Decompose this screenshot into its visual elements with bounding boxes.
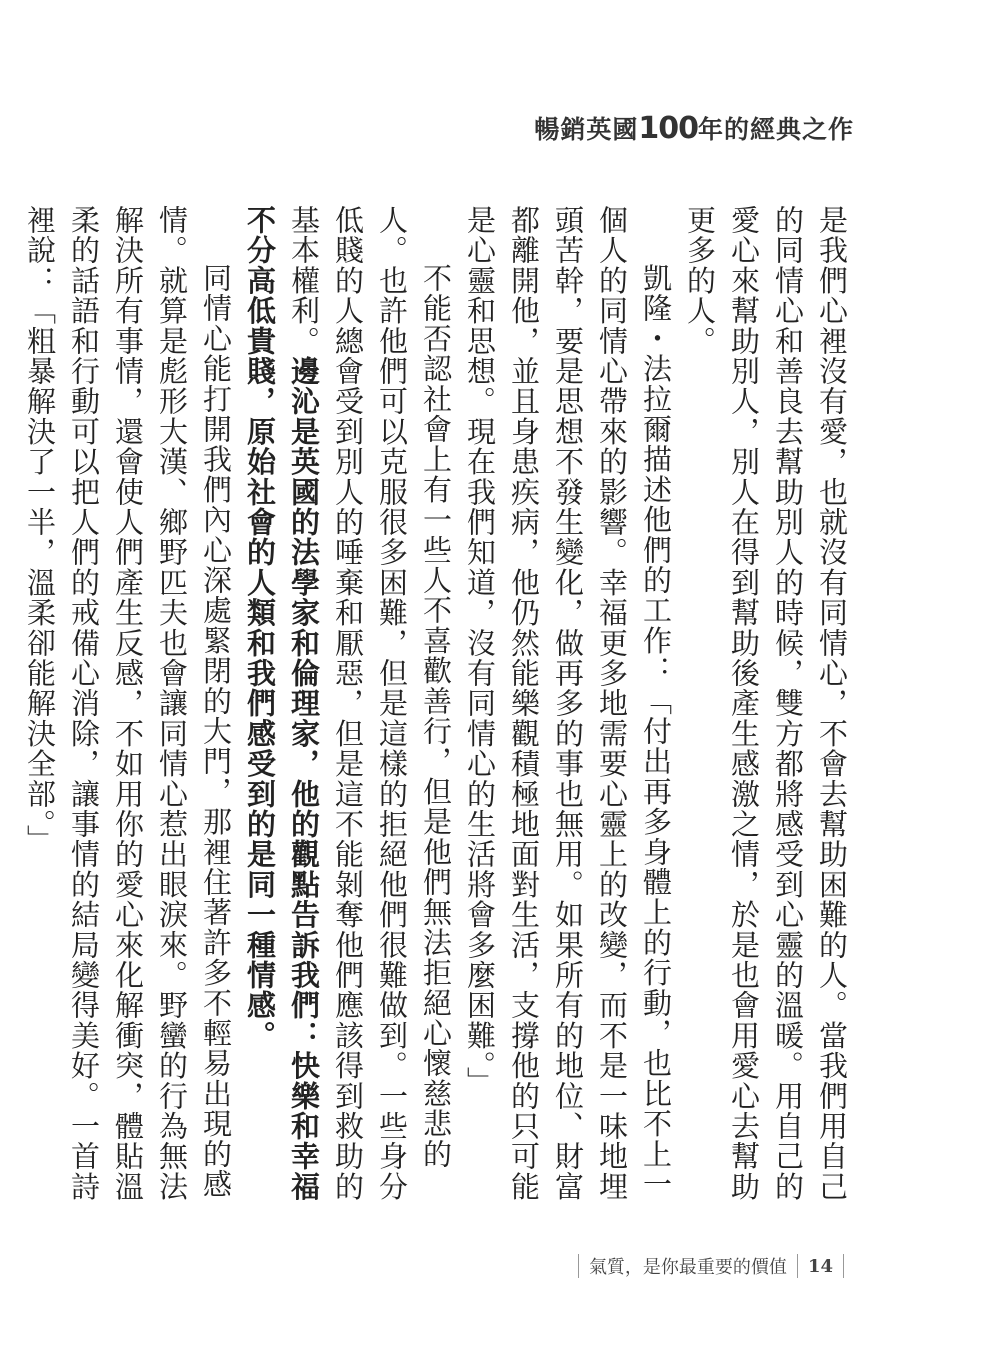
paragraph-3-text: 不能否認社會上有一些人不喜歡善行，但是他們無法拒絕心懷慈悲的人。也許他們可以克服很多困難，但是這樣的拒絕他們很難做到。一些身分低賤的人總會受到別人的唾棄和厭惡，但是這不能剝奪他們應該得到救助的基本權利。 (287, 205, 453, 1202)
header-title-number: 100 (638, 111, 698, 146)
page-number: 14 (807, 1255, 833, 1277)
paragraph-4: 同情心能打開我們內心深處緊閉的大門，那裡住著許多不輕易出現的感情。就算是彪形大漢、鄉野匹夫也會讓同情心惹出眼淚來。野蠻的行為無法解決所有事情，還會使人們產生反感，不如用你的愛心來化解衝突，體貼溫柔的話語和行動可以把人們的戒備心消除，讓事情的結局變得美好。一首詩裡說：「粗暴解決了一半，溫柔卻能解決全部。」 (23, 205, 233, 1202)
footer-divider-left (578, 1254, 579, 1278)
footer-divider-right (843, 1254, 844, 1278)
paragraph-2: 凱隆・法拉爾描述他們的工作：「付出再多身體上的行動，也比不上一個人的同情心帶來的影響。幸福更多地需要心靈上的改變，而不是一味地埋頭苦幹，要是思想不發生變化，做再多的事也無用。如果所有的地位、財富都離開他，並且身患疾病，他仍然能樂觀積極地面對生活，支撐他的只可能是心靈和思想。現在我們知道，沒有同情心的生活將會多麼困難。」 (463, 205, 673, 1202)
paragraph-1: 是我們心裡沒有愛，也就沒有同情心，不會去幫助困難的人。當我們用自己的同情心和善良去幫助別人的時候，雙方都將感受到心靈的溫暖。用自己的愛心來幫助別人，別人在得到幫助後產生感激之情，於是也會用愛心去幫助更多的人。 (683, 205, 849, 1202)
paragraph-3-bold-text: 邊沁是英國的法學家和倫理家，他的觀點告訴我們：快樂和幸福不分高低貴賤，原始社會的人類和我們感受到的是同一種情感。 (243, 205, 321, 1202)
footer-book-title: 氣質，是你最重要的價值 (588, 1257, 787, 1278)
paragraph-3 (238, 205, 458, 1220)
page-footer (568, 1252, 854, 1280)
body-text (23, 205, 854, 1220)
header-title-pre: 暢銷英國 (534, 115, 639, 144)
running-header (534, 110, 854, 146)
footer-divider-middle (797, 1254, 798, 1278)
header-title-post: 年的經典之作 (697, 115, 854, 144)
